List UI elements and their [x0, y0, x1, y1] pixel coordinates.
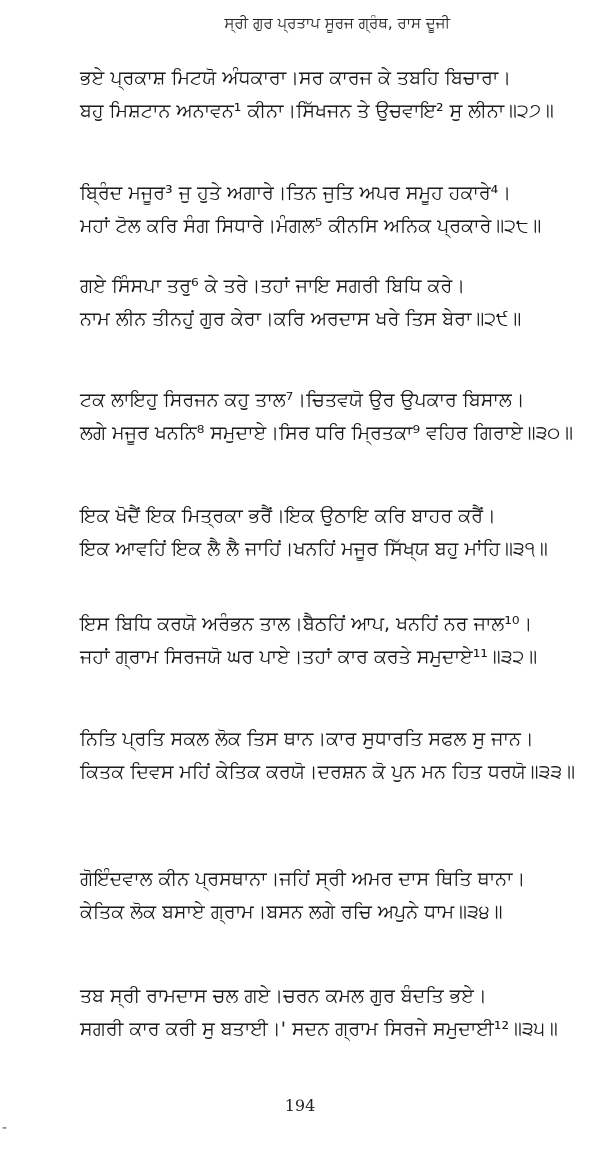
verse-line: ਮਹਾਂ ਟੋਲ ਕਰਿ ਸੰਗ ਸਿਧਾਰੇ।ਮੰਗਲ⁵ ਕੀਨਸਿ ਅਨਿਕ ਪ੍ਰਕਾਰੇ॥੨੮॥ [80, 215, 542, 237]
verse-line: ਭਏ ਪ੍ਰਕਾਸ਼ ਮਿਟਯੋ ਅੰਧਕਾਰਾ।ਸਰ ਕਾਰਜ ਕੇ ਤਬਹਿ ਬਿਚਾਰਾ। [80, 67, 512, 89]
verse-line: ਨਾਮ ਲੀਨ ਤੀਨਹੁਂ ਗੁਰ ਕੇਰਾ।ਕਰਿ ਅਰਦਾਸ ਖਰੇ ਤਿਸ ਬੇਰਾ॥੨੯॥ [80, 308, 522, 330]
verse-line: ਲਗੇ ਮਜੂਰ ਖਨਨਿ⁸ ਸਮੁਦਾਏ।ਸਿਰ ਧਰਿ ਮ੍ਰਿਤਕਾ⁹ ਵਹਿਰ ਗਿਰਾਏ॥੩੦॥ [80, 422, 574, 444]
verse-line: ਸਗਰੀ ਕਾਰ ਕਰੀ ਸੁ ਬਤਾਈ।' ਸਦਨ ਗ੍ਰਾਮ ਸਿਰਜੇ ਸਮੁਦਾਈ¹²॥੩੫॥ [80, 1018, 558, 1040]
verse-line: ਕੇਤਿਕ ਲੋਕ ਬਸਾਏ ਗ੍ਰਾਮ।ਬਸਨ ਲਗੇ ਰਚਿ ਅਪੁਨੇ ਧਾਮ॥੩੪॥ [80, 901, 503, 923]
verse-31 [80, 500, 560, 566]
verse-line: ਗਏ ਸਿੰਸਪਾ ਤਰੁ⁶ ਕੇ ਤਰੇ।ਤਹਾਂ ਜਾਇ ਸਗਰੀ ਬਿਧਿ ਕਰੇ। [80, 275, 466, 297]
verse-line: ਨਿਤਿ ਪ੍ਰਤਿ ਸਕਲ ਲੋਕ ਤਿਸ ਥਾਨ।ਕਾਰ ਸੁਧਾਰਤਿ ਸਫਲ ਸੁ ਜਾਨ। [80, 728, 534, 750]
verse-34 [80, 863, 560, 929]
verse-line: ਜਹਾਂ ਗ੍ਰਾਮ ਸਿਰਜਯੋ ਘਰ ਪਾਏ।ਤਹਾਂ ਕਾਰ ਕਰਤੇ ਸਮੁਦਾਏ¹¹॥੩੨॥ [80, 646, 538, 668]
verse-33 [80, 723, 576, 789]
verse-line: ਇਕ ਆਵਹਿਂ ਇਕ ਲੈ ਲੈ ਜਾਹਿਂ।ਖਨਹਿਂ ਮਜੂਰ ਸਿੱਖ੍ਯ ਬਹੁ ਮਾਂਹਿ॥੩੧॥ [80, 538, 548, 560]
verse-line: ਇਕ ਖੋਦੈਂ ਇਕ ਮਿਤ੍ਰਕਾ ਭਰੈਂ।ਇਕ ਉਠਾਇ ਕਰਿ ਬਾਹਰ ਕਰੈਂ। [80, 505, 496, 527]
verse-35 [80, 980, 560, 1046]
page-number: 194 [284, 1096, 316, 1115]
verse-30 [80, 384, 574, 450]
verse-line: ਤਬ ਸ੍ਰੀ ਰਾਮਦਾਸ ਚਲ ਗਏ।ਚਰਨ ਕਮਲ ਗੁਰ ਬੰਦਤਿ ਭਏ। [80, 985, 487, 1007]
verse-line: ਕਿਤਕ ਦਿਵਸ ਮਹਿਂ ਕੇਤਿਕ ਕਰਯੋ।ਦਰਸ਼ਨ ਕੋ ਪੁਨ ਮਨ ਹਿਤ ਧਰਯੋ॥੩੩॥ [80, 761, 576, 783]
verse-line: ਬ੍ਰਿੰਦ ਮਜੂਰ³ ਜੁ ਹੁਤੇ ਅਗਾਰੇ।ਤਿਨ ਜੁਤਿ ਅਪਰ ਸਮੂਹ ਹਕਾਰੇ⁴। [80, 182, 512, 204]
running-title: ਸ੍ਰੀ ਗੁਰ ਪ੍ਰਤਾਪ ਸੂਰਜ ਗ੍ਰੰਥ, ਰਾਸ ਦੂਜੀ [224, 14, 450, 32]
verse-28 [80, 177, 560, 243]
verse-32 [80, 608, 560, 674]
verse-27 [80, 62, 560, 128]
verse-line: ਗੋਇੰਦਵਾਲ ਕੀਨ ਪ੍ਰਸਥਾਨਾ।ਜਹਿਂ ਸ੍ਰੀ ਅਮਰ ਦਾਸ ਥਿਤਿ ਥਾਨਾ। [80, 868, 526, 890]
verse-line: ਟਕ ਲਾਇਹੁ ਸਿਰਜਨ ਕਹੁ ਤਾਲ⁷।ਚਿਤਵਯੋ ਉਰ ਉਪਕਾਰ ਬਿਸਾਲ। [80, 389, 525, 411]
edge-mark: - [2, 1120, 8, 1136]
verse-line: ਇਸ ਬਿਧਿ ਕਰਯੋ ਅਰੰਭਨ ਤਾਲ।ਬੈਠਹਿਂ ਆਪ, ਖਨਹਿਂ ਨਰ ਜਾਲ¹⁰। [80, 613, 533, 635]
verse-line: ਬਹੁ ਮਿਸ਼ਟਾਨ ਅਨਾਵਨ¹ ਕੀਨਾ।ਸਿੱਖਜਨ ਤੇ ਉਚਵਾਇ² ਸੁ ਲੀਨਾ॥੨੭॥ [80, 100, 554, 122]
verse-29 [80, 270, 560, 336]
